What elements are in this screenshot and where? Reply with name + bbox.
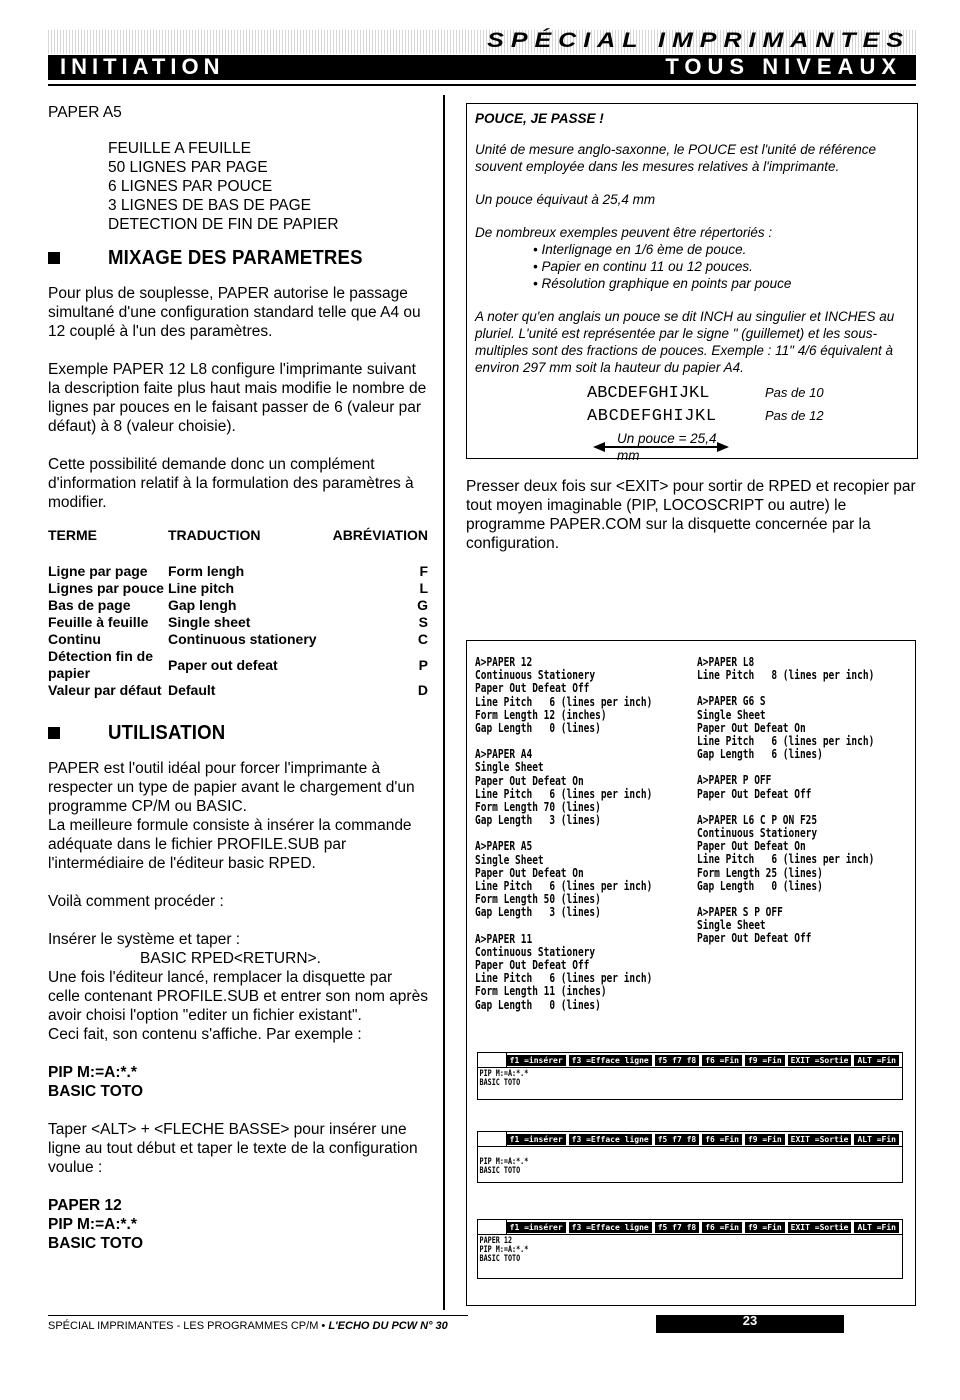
translation-cell: Continuous stationery xyxy=(168,631,317,647)
translation-cell: Line pitch xyxy=(168,580,235,596)
section-utilisation xyxy=(48,721,428,745)
table-row xyxy=(48,631,428,648)
term-cell: Continu xyxy=(48,631,101,647)
header-rule xyxy=(48,84,916,86)
output-line: Form Length 50 (lines) xyxy=(475,891,601,907)
term-cell: Ligne par page xyxy=(48,563,148,579)
editor-menu-key[interactable]: f9 =Fin xyxy=(745,1055,785,1066)
term-cell: Bas de page xyxy=(48,597,131,613)
section-mixage xyxy=(48,246,428,270)
editor-menu-key[interactable]: ALT =Fin xyxy=(854,1222,899,1233)
output-line: Single Sheet xyxy=(475,759,544,775)
screen-output-right xyxy=(697,655,874,958)
output-block xyxy=(475,932,652,1011)
code-line: BASIC TOTO xyxy=(48,1235,144,1252)
paragraph: La meilleure formule consiste à insérer la commande adéquate dans le fichier PROFILE.SUB par l'intermédiaire de l'éditeur basic RPED. xyxy=(48,817,412,872)
editor-menu-key[interactable]: EXIT =Sortie xyxy=(788,1222,852,1233)
editor-menu-bar xyxy=(478,1132,902,1147)
output-line: A>PAPER S P OFF xyxy=(697,904,783,920)
paragraph: PAPER est l'outil idéal pour forcer l'imprimante à respecter un type de papier avant le chargement d'un programme CP/M ou BASIC. xyxy=(48,760,415,815)
output-line: Paper Out Defeat Off xyxy=(475,957,590,973)
code-line: PIP M:=A:*.* xyxy=(48,1216,137,1233)
command-line: BASIC RPED<RETURN>. xyxy=(140,950,321,967)
output-line: A>PAPER 11 xyxy=(475,930,533,946)
arrow-right-icon xyxy=(717,442,729,452)
output-block xyxy=(697,694,874,760)
col-header: ABRÉVIATION xyxy=(332,527,428,543)
pitch-12-text: ABCDEFGHIJKL xyxy=(587,407,717,426)
paragraph: Exemple PAPER 12 L8 configure l'imprimante suivant la description faite plus haut mais modifie le nombre de lignes par pouces en le faisant passer de 6 (valeur par défaut) à 8 (valeur choisie). xyxy=(48,361,427,435)
output-line: A>PAPER P OFF xyxy=(697,772,772,788)
section-title: UTILISATION xyxy=(108,721,226,744)
output-line: Line Pitch 8 (lines per inch) xyxy=(697,667,875,683)
footer-series: SPÉCIAL IMPRIMANTES - LES PROGRAMMES CP/M • xyxy=(48,1320,329,1332)
output-line: A>PAPER L6 C P ON F25 xyxy=(697,811,818,827)
box-list-item: • Résolution graphique en points par pouce xyxy=(533,276,792,291)
editor-menu-key[interactable]: f6 =Fin xyxy=(702,1055,742,1066)
translation-cell: Gap lengh xyxy=(168,597,237,613)
output-line: A>PAPER L8 xyxy=(697,654,755,669)
output-line: Gap Length 3 (lines) xyxy=(475,904,601,920)
abbreviation-cell: L xyxy=(419,580,428,596)
abbreviation-cell: D xyxy=(417,682,428,698)
abbreviation-cell: G xyxy=(417,597,428,613)
output-line: Gap Length 0 (lines) xyxy=(475,996,601,1012)
output-line: Line Pitch 6 (lines per inch) xyxy=(697,851,875,867)
output-line: A>PAPER 12 xyxy=(475,654,533,669)
box-title: POUCE, JE PASSE ! xyxy=(475,111,604,126)
output-line: Gap Length 6 (lines) xyxy=(697,746,823,762)
output-block xyxy=(475,747,652,826)
table-row xyxy=(48,614,428,631)
paragraph: Une fois l'éditeur lancé, remplacer la disquette par celle contenant PROFILE.SUB et entrer son nom après avoir choisi l'option "editer un fichier existant". xyxy=(48,969,428,1024)
header-initiation: INITIATION xyxy=(60,54,225,79)
editor-menu-key[interactable]: EXIT =Sortie xyxy=(788,1134,852,1145)
paragraph: Insérer le système et taper : xyxy=(48,931,241,948)
output-line: Paper Out Defeat On xyxy=(697,838,806,854)
output-line: Gap Length 0 (lines) xyxy=(697,877,823,893)
term-cell: Valeur par défaut xyxy=(48,682,162,698)
screen-output-left xyxy=(475,655,652,1024)
paragraph: Ceci fait, son contenu s'affiche. Par exemple : xyxy=(48,1026,362,1043)
code-example-1 xyxy=(48,1063,428,1101)
a5-line: 3 LIGNES DE BAS DE PAGE xyxy=(108,197,312,214)
box-list-item: • Interlignage en 1/6 ème de pouce. xyxy=(533,242,747,257)
abbreviation-cell: P xyxy=(418,656,428,673)
abbreviation-cell: S xyxy=(418,614,428,630)
output-line: Form Length 12 (inches) xyxy=(475,706,607,722)
column-divider xyxy=(443,95,445,1310)
editor-menu-key[interactable]: f5 f7 f8 xyxy=(655,1055,700,1066)
pitch-10-text: ABCDEFGHIJKL xyxy=(587,384,710,403)
editor-menu-key[interactable]: f6 =Fin xyxy=(702,1222,742,1233)
right-column xyxy=(466,103,918,553)
col-header: TRADUCTION xyxy=(168,527,261,543)
output-line: Paper Out Defeat On xyxy=(475,772,584,788)
editor-menu-key[interactable]: f9 =Fin xyxy=(745,1134,785,1145)
code-line: PIP M:=A:*.* xyxy=(48,1064,137,1081)
editor-menu-key[interactable]: f3 =Efface ligne xyxy=(569,1134,652,1145)
abbreviation-cell: F xyxy=(419,563,428,579)
output-block xyxy=(697,773,874,799)
output-line: Single Sheet xyxy=(697,917,766,933)
output-block xyxy=(475,839,652,918)
output-line: Paper Out Defeat Off xyxy=(697,785,812,801)
output-block xyxy=(697,655,874,681)
editor-menu-key[interactable]: f5 f7 f8 xyxy=(655,1222,700,1233)
editor-menu-key[interactable]: f1 =insérer xyxy=(507,1134,566,1145)
box-list xyxy=(475,241,907,292)
left-column xyxy=(48,103,428,1253)
header-level: TOUS NIVEAUX xyxy=(665,54,902,79)
table-row xyxy=(48,682,428,699)
term-cell: Lignes par pouce xyxy=(48,580,164,596)
editor-menu-bar xyxy=(478,1053,902,1068)
pitch-12-sample xyxy=(475,407,907,430)
editor-menu-key[interactable]: f3 =Efface ligne xyxy=(569,1055,652,1066)
paper-a5-label: PAPER A5 xyxy=(48,104,122,121)
editor-content: PAPER 12 PIP M:=A:*.* BASIC TOTO xyxy=(479,1236,529,1264)
box-paragraph: Unité de mesure anglo-saxonne, le POUCE est l'unité de référence souvent employée dans les mesures relatives à l'imprimante. xyxy=(475,142,877,174)
box-paragraph: Un pouce équivaut à 25,4 mm xyxy=(475,192,656,207)
editor-menu-key[interactable]: ALT =Fin xyxy=(854,1134,899,1145)
output-line: Single Sheet xyxy=(697,706,766,722)
page-number: 23 xyxy=(656,1315,844,1333)
output-line: A>PAPER G6 S xyxy=(697,693,766,709)
a5-settings xyxy=(48,139,428,234)
editor-content: PIP M:=A:*.* BASIC TOTO xyxy=(479,1157,529,1176)
rped-editor-3 xyxy=(477,1219,903,1279)
table-row xyxy=(48,563,428,580)
a5-line: FEUILLE A FEUILLE xyxy=(108,140,252,157)
editor-menu-key[interactable]: ALT =Fin xyxy=(854,1055,899,1066)
output-line: Line Pitch 6 (lines per inch) xyxy=(475,970,653,986)
term-cell: Feuille à feuille xyxy=(48,614,149,630)
section-title: MIXAGE DES PARAMETRES xyxy=(108,246,363,269)
rped-editor-1 xyxy=(477,1052,903,1100)
a5-line: 6 LIGNES PAR POUCE xyxy=(108,178,273,195)
paragraph: Cette possibilité demande donc un complément d'information relatif à la formulation des paramètres à modifier. xyxy=(48,456,414,511)
output-line: Paper Out Defeat On xyxy=(475,864,584,880)
output-line: Line Pitch 6 (lines per inch) xyxy=(475,693,653,709)
translation-cell: Form lengh xyxy=(168,563,245,579)
header-special-band xyxy=(48,30,916,54)
output-line: Form Length 70 (lines) xyxy=(475,799,601,815)
output-line: Paper Out Defeat On xyxy=(697,719,806,735)
code-example-2 xyxy=(48,1196,428,1253)
header-bar xyxy=(48,55,916,80)
editor-bar-gap xyxy=(478,1132,507,1146)
output-line: Gap Length 3 (lines) xyxy=(475,812,601,828)
editor-menu-bar xyxy=(478,1220,902,1235)
editor-bar-gap xyxy=(478,1220,507,1234)
output-block xyxy=(475,655,652,734)
footer-text xyxy=(48,1320,448,1332)
pouce-info-box xyxy=(466,103,918,463)
output-line: Gap Length 0 (lines) xyxy=(475,720,601,736)
output-line: Line Pitch 6 (lines per inch) xyxy=(475,785,653,801)
editor-menu-key[interactable]: f1 =insérer xyxy=(507,1222,566,1233)
footer-magazine: L'ECHO DU PCW N° 30 xyxy=(328,1320,448,1332)
table-row xyxy=(48,580,428,597)
output-block xyxy=(697,813,874,892)
terms-table xyxy=(48,526,428,699)
output-line: Continuous Stationery xyxy=(697,825,818,841)
pitch-12-label: Pas de 12 xyxy=(765,408,824,423)
table-row xyxy=(48,597,428,614)
pouce-scale xyxy=(595,430,727,463)
code-line: PAPER 12 xyxy=(48,1197,122,1214)
output-line: Line Pitch 6 (lines per inch) xyxy=(475,878,653,894)
a5-line: DETECTION DE FIN DE PAPIER xyxy=(108,216,339,233)
screen-capture xyxy=(466,640,916,1306)
translation-cell: Paper out defeat xyxy=(168,656,278,673)
rped-editor-2 xyxy=(477,1131,903,1183)
pitch-10-sample xyxy=(475,384,907,407)
paragraph: Taper <ALT> + <FLECHE BASSE> pour insérer une ligne au tout début et taper le texte de la configuration voulue : xyxy=(48,1121,418,1176)
output-line: Line Pitch 6 (lines per inch) xyxy=(697,733,875,749)
arrow-left-icon xyxy=(593,442,605,452)
paragraph: Voilà comment procéder : xyxy=(48,893,224,910)
output-line: A>PAPER A5 xyxy=(475,838,533,854)
output-line: Continuous Stationery xyxy=(475,667,596,683)
translation-cell: Default xyxy=(168,682,216,698)
output-line: Continuous Stationery xyxy=(475,943,596,959)
section-bullet xyxy=(48,252,60,264)
output-line: Paper Out Defeat Off xyxy=(475,680,590,696)
editor-bar-gap xyxy=(478,1053,507,1067)
editor-content: PIP M:=A:*.* BASIC TOTO xyxy=(479,1069,529,1088)
output-line: Single Sheet xyxy=(475,851,544,867)
editor-menu-key[interactable]: f5 f7 f8 xyxy=(655,1134,700,1145)
term-cell: Détection fin de papier xyxy=(48,648,154,681)
code-line: BASIC TOTO xyxy=(48,1083,144,1100)
table-row xyxy=(48,648,428,682)
paragraph: Pour plus de souplesse, PAPER autorise le passage simultané d'une configuration standard telle que A4 ou 12 couplé à l'un des paramètres. xyxy=(48,285,421,340)
pitch-10-label: Pas de 10 xyxy=(765,385,824,400)
translation-cell: Single sheet xyxy=(168,614,251,630)
footer-rule xyxy=(48,1315,468,1316)
output-line: Form Length 25 (lines) xyxy=(697,864,823,880)
abbreviation-cell: C xyxy=(417,631,428,647)
section-bullet xyxy=(48,727,60,739)
col-header: TERME xyxy=(48,527,97,543)
editor-menu-key[interactable]: f9 =Fin xyxy=(745,1222,785,1233)
editor-menu-key[interactable]: f6 =Fin xyxy=(702,1134,742,1145)
editor-menu-key[interactable]: f1 =insérer xyxy=(507,1055,566,1066)
box-paragraph: A noter qu'en anglais un pouce se dit INCH au singulier et INCHES au pluriel. L'unité est représentée par le signe " (guillemet) et les sous-multiples sont des fractions de pouces. Exemple : 11" 4/6 équivalent à environ 297 mm soit la hauteur du papier A4. xyxy=(475,309,895,375)
editor-menu-key[interactable]: EXIT =Sortie xyxy=(788,1055,852,1066)
output-line: Paper Out Defeat Off xyxy=(697,930,812,946)
header-special-title: SPÉCIAL IMPRIMANTES xyxy=(487,28,910,53)
editor-menu-key[interactable]: f3 =Efface ligne xyxy=(569,1222,652,1233)
a5-line: 50 LIGNES PAR PAGE xyxy=(108,159,268,176)
output-line: Form Length 11 (inches) xyxy=(475,983,607,999)
box-paragraph: De nombreux exemples peuvent être répertoriés : xyxy=(475,225,773,240)
output-block xyxy=(697,905,874,945)
pouce-scale-line xyxy=(595,446,727,448)
pouce-scale-label: Un pouce = 25,4 mm xyxy=(617,431,717,463)
output-line: A>PAPER A4 xyxy=(475,746,533,762)
box-list-item: • Papier en continu 11 ou 12 pouces. xyxy=(533,259,753,274)
paragraph: Presser deux fois sur <EXIT> pour sortir de RPED et recopier par tout moyen imaginable (PIP, LOCOSCRIPT ou autre) le programme PAPER.COM sur la disquette concernée par la configuration. xyxy=(466,478,916,552)
